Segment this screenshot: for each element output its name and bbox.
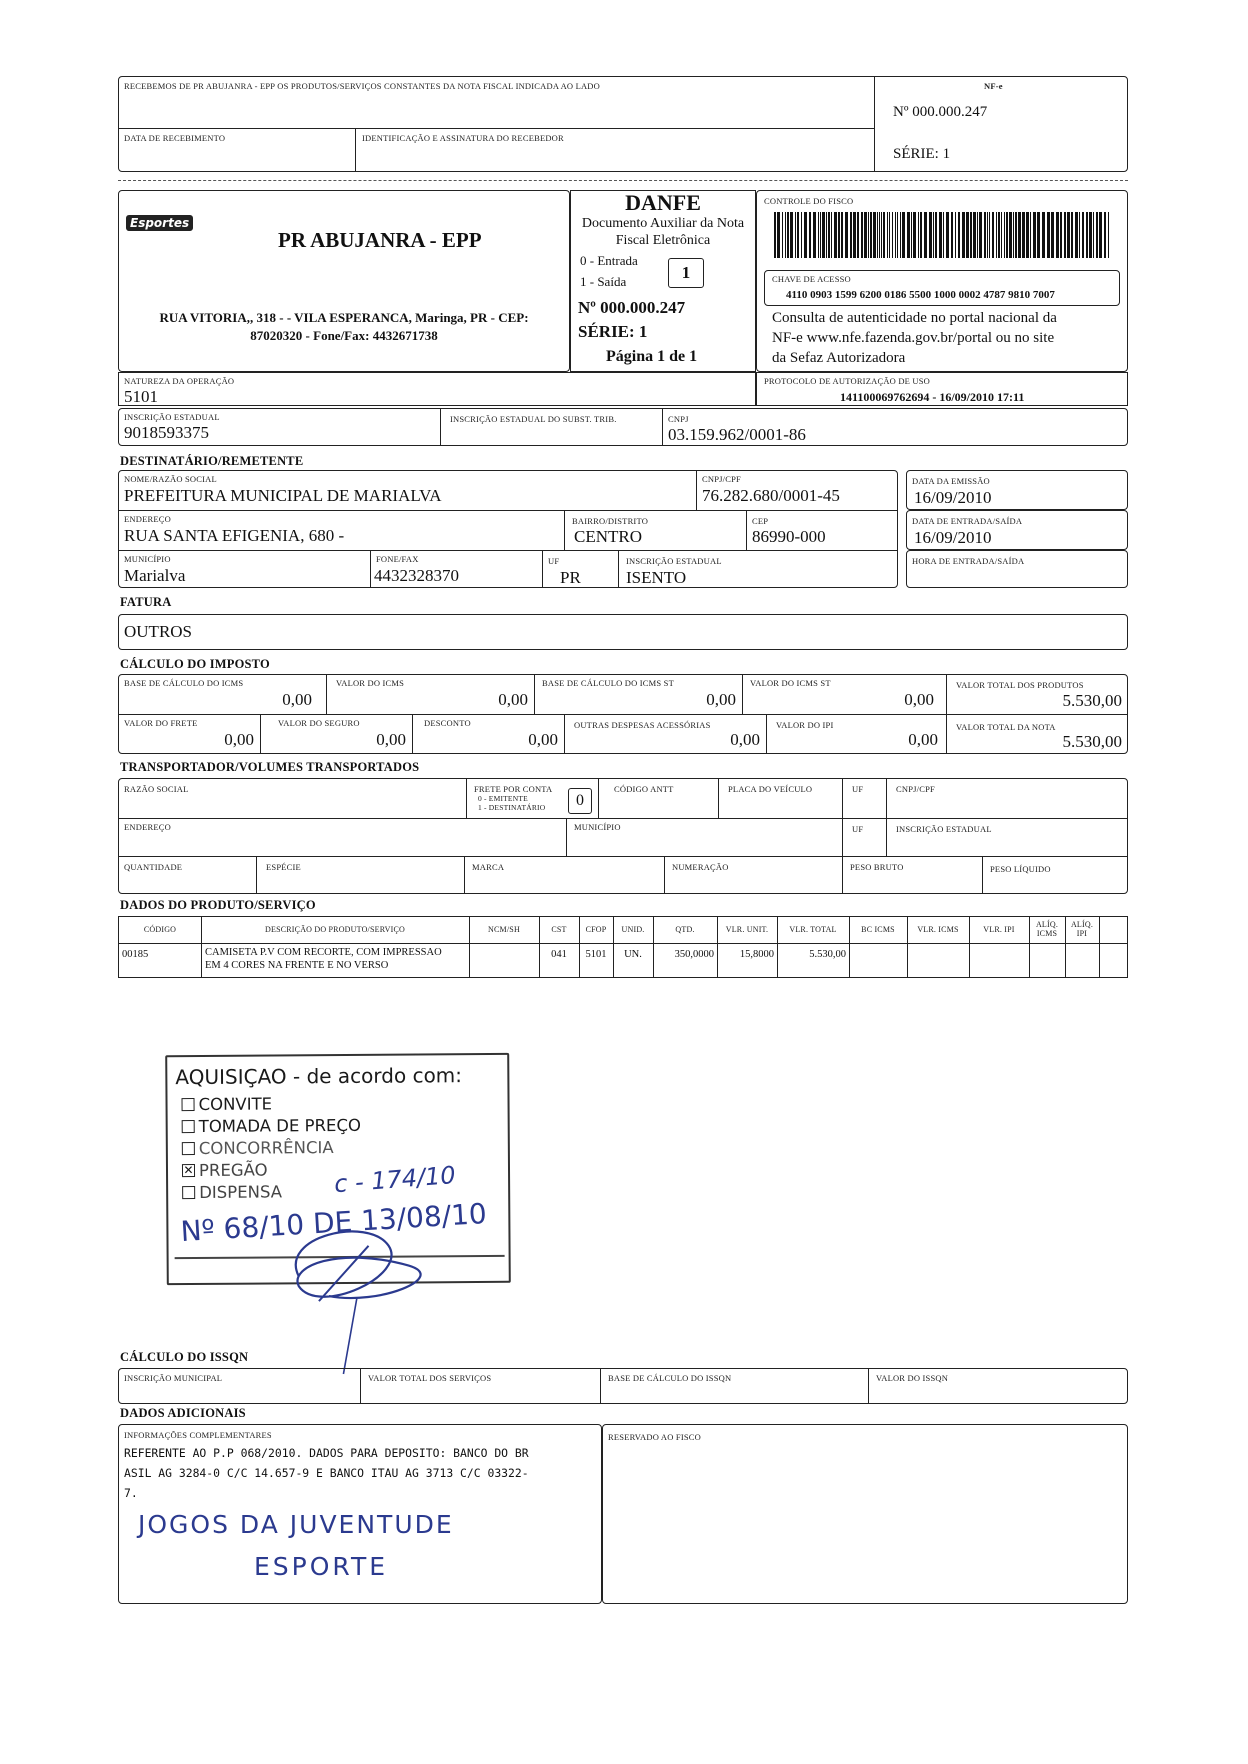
handwritten-note-2: ESPORTE bbox=[254, 1552, 389, 1581]
recipient-cnpj-label: CNPJ/CPF bbox=[702, 474, 741, 484]
barcode-bar bbox=[826, 212, 827, 258]
consult-line-3: da Sefaz Autorizadora bbox=[772, 350, 906, 366]
barcode-bar bbox=[962, 212, 965, 258]
issqn-section-title: CÁLCULO DO ISSQN bbox=[120, 1350, 249, 1364]
barcode-bar bbox=[1064, 212, 1066, 258]
barcode-bar bbox=[1082, 212, 1084, 258]
entry-date-label: DATA DE ENTRADA/SAÍDA bbox=[912, 516, 1023, 526]
danfe-subtitle-1: Documento Auxiliar da Nota bbox=[581, 216, 745, 231]
handwritten-note-1: JOGOS DA JUVENTUDE bbox=[138, 1510, 454, 1539]
barcode-bar bbox=[951, 212, 953, 258]
stamp-option-concorrencia-label: CONCORRÊNCIA bbox=[198, 1138, 334, 1158]
product-cell-cfop: 5101 bbox=[585, 949, 607, 960]
barcode-bar bbox=[818, 212, 819, 258]
recipient-section-title: DESTINATÁRIO/REMETENTE bbox=[120, 454, 304, 468]
barcode-bar bbox=[900, 212, 901, 258]
barcode-bar bbox=[879, 212, 880, 258]
freight-label: VALOR DO FRETE bbox=[124, 718, 198, 728]
danfe-title: DANFE bbox=[625, 190, 701, 215]
other-expenses-value: 0,00 bbox=[730, 730, 760, 749]
product-col-header: NCM/SH bbox=[488, 925, 520, 934]
barcode-bar bbox=[1018, 212, 1021, 258]
invoice-section-title: FATURA bbox=[120, 595, 172, 609]
barcode-bar bbox=[777, 212, 780, 258]
product-col-header: VLR. UNIT. bbox=[725, 925, 769, 934]
recipient-name-label: NOME/RAZÃO SOCIAL bbox=[124, 474, 217, 484]
recipient-city-label: MUNICÍPIO bbox=[124, 554, 171, 564]
product-cell-total: 5.530,00 bbox=[809, 949, 846, 960]
carrier-uf-label: UF bbox=[852, 824, 864, 834]
barcode-bar bbox=[1108, 212, 1109, 258]
species-label: ESPÉCIE bbox=[266, 862, 301, 872]
barcode-bar bbox=[861, 212, 863, 258]
barcode-bar bbox=[987, 212, 988, 258]
barcode-bar bbox=[857, 212, 859, 258]
stamp-option-dispensa bbox=[182, 1182, 282, 1202]
stamp-number-line: Nº 68/10 DE 13/08/10 bbox=[179, 1196, 488, 1249]
signature-scribble bbox=[258, 1205, 499, 1377]
total-products-label: VALOR TOTAL DOS PRODUTOS bbox=[956, 680, 1084, 690]
barcode-bar bbox=[989, 212, 990, 258]
product-col-header: CÓDIGO bbox=[143, 925, 177, 934]
barcode-bar bbox=[804, 212, 807, 258]
bc-icms-label: BASE DE CÁLCULO DO ICMS bbox=[124, 678, 244, 688]
recipient-cep-label: CEP bbox=[752, 516, 769, 526]
stamp-option-tomada bbox=[182, 1116, 361, 1136]
checkbox-empty-icon bbox=[182, 1098, 195, 1111]
barcode-bar bbox=[1051, 212, 1054, 258]
stamp-option-tomada-label: TOMADA DE PREÇO bbox=[198, 1115, 362, 1136]
product-description: EM 4 CORES NA FRENTE E NO VERSO bbox=[205, 960, 389, 971]
freight-value: 0,00 bbox=[224, 730, 254, 749]
consult-line-1: Consulta de autenticidade no portal nacional da bbox=[772, 310, 1057, 326]
barcode-bar bbox=[902, 212, 905, 258]
im-label: INSCRIÇÃO MUNICIPAL bbox=[124, 1373, 223, 1383]
icms-label: VALOR DO ICMS bbox=[336, 678, 405, 688]
barcode-bar bbox=[1086, 212, 1088, 258]
barcode-bar bbox=[864, 212, 867, 258]
barcode-bar bbox=[897, 212, 898, 258]
barcode-bar bbox=[939, 212, 942, 258]
recipient-ie-label: INSCRIÇÃO ESTADUAL bbox=[626, 556, 722, 566]
stamp-handwritten-code: c - 174/10 bbox=[333, 1160, 457, 1199]
invoice-value: OUTROS bbox=[124, 622, 193, 641]
info-line-1: REFERENTE AO P.P 068/2010. DADOS PARA DEPOSITO: BANCO DO BR bbox=[124, 1446, 529, 1460]
insurance-value: 0,00 bbox=[376, 730, 406, 749]
barcode-bar bbox=[887, 212, 888, 258]
stamp-title: AQUISIÇAO - de acordo com: bbox=[175, 1063, 463, 1090]
barcode-bar bbox=[841, 212, 843, 258]
barcode-bar bbox=[911, 212, 912, 258]
reserved-fisco-box bbox=[602, 1424, 1128, 1604]
ie-st-label: INSCRIÇÃO ESTADUAL DO SUBST. TRIB. bbox=[450, 414, 617, 424]
product-table bbox=[118, 916, 1128, 978]
recipient-phone-label: FONE/FAX bbox=[376, 554, 419, 564]
barcode-bar bbox=[970, 212, 972, 258]
info-label: INFORMAÇÕES COMPLEMENTARES bbox=[124, 1430, 272, 1440]
product-col-header: BC ICMS bbox=[861, 925, 895, 934]
barcode-bar bbox=[998, 212, 1000, 258]
insurance-label: VALOR DO SEGURO bbox=[278, 718, 360, 728]
barcode-bar bbox=[918, 212, 919, 258]
transport-uf-label: UF bbox=[852, 784, 864, 794]
barcode-bar bbox=[935, 212, 937, 258]
danfe-series: SÉRIE: 1 bbox=[578, 322, 648, 341]
carrier-address-label: ENDEREÇO bbox=[124, 822, 171, 832]
barcode-bar bbox=[913, 212, 916, 258]
receipt-nfe-label: NF-e bbox=[984, 81, 1003, 91]
barcode-bar bbox=[996, 212, 997, 258]
recipient-address: RUA SANTA EFIGENIA, 680 - bbox=[124, 526, 345, 545]
total-note-label: VALOR TOTAL DA NOTA bbox=[956, 722, 1056, 732]
barcode-bar bbox=[831, 212, 832, 258]
danfe-type-box: 1 bbox=[668, 258, 704, 288]
emission-date: 16/09/2010 bbox=[914, 488, 992, 507]
protocol-value: 141100069762694 - 16/09/2010 17:11 bbox=[840, 390, 1025, 404]
receipt-text: RECEBEMOS DE PR ABUJANRA - EPP OS PRODUTOS/SERVIÇOS CONSTANTES DA NOTA FISCAL INDICADA AO LADO bbox=[124, 81, 600, 91]
ipi-value: 0,00 bbox=[908, 730, 938, 749]
issuer-address-1: RUA VITORIA,, 318 - - VILA ESPERANCA, Maringa, PR - CEP: bbox=[159, 310, 529, 325]
reserved-fisco-label: RESERVADO AO FISCO bbox=[608, 1432, 701, 1442]
barcode-bar bbox=[1047, 212, 1050, 258]
issuer-name: PR ABUJANRA - EPP bbox=[278, 228, 482, 252]
product-cell-qty: 350,0000 bbox=[674, 949, 714, 960]
barcode-bar bbox=[1030, 212, 1031, 258]
barcode-bar bbox=[1056, 212, 1059, 258]
checkbox-checked-icon: ✕ bbox=[183, 1163, 194, 1178]
issuer-cnpj-label: CNPJ bbox=[668, 414, 689, 424]
discount-label: DESCONTO bbox=[424, 718, 471, 728]
carrier-city-label: MUNICÍPIO bbox=[574, 822, 621, 832]
product-col-header: CFOP bbox=[585, 925, 607, 934]
stamp-option-dispensa-label: DISPENSA bbox=[199, 1182, 283, 1202]
barcode-bar bbox=[955, 212, 956, 258]
product-cell-unit-price: 15,8000 bbox=[739, 949, 774, 960]
total-services-label: VALOR TOTAL DOS SERVIÇOS bbox=[368, 1373, 492, 1383]
stamp-option-pregao-label: PREGÃO bbox=[198, 1160, 268, 1180]
total-products-value: 5.530,00 bbox=[1062, 691, 1122, 710]
barcode-bar bbox=[924, 212, 927, 258]
issqn-value-label: VALOR DO ISSQN bbox=[876, 1373, 949, 1383]
procurement-stamp bbox=[165, 1053, 511, 1285]
product-col-header: QTD. bbox=[675, 925, 695, 934]
recipient-uf: PR bbox=[560, 568, 581, 587]
barcode-bar bbox=[1037, 212, 1040, 258]
issuer-cnpj-value: 03.159.962/0001-86 bbox=[668, 425, 806, 444]
additional-section-title: DADOS ADICIONAIS bbox=[120, 1406, 246, 1420]
ie-value: 9018593375 bbox=[124, 423, 209, 442]
consult-line-2: NF-e www.nfe.fazenda.gov.br/portal ou no site bbox=[772, 330, 1055, 346]
barcode-bar bbox=[795, 212, 796, 258]
barcode-bar bbox=[1089, 212, 1092, 258]
access-key-value: 4110 0903 1599 6200 0186 5500 1000 0002 4787 9810 7007 bbox=[786, 289, 1055, 301]
ie-box bbox=[118, 408, 1128, 446]
barcode-bar bbox=[1079, 212, 1080, 258]
barcode-bar bbox=[892, 212, 893, 258]
barcode-bar bbox=[797, 212, 799, 258]
other-expenses-label: OUTRAS DESPESAS ACESSÓRIAS bbox=[574, 720, 711, 730]
product-description: CAMISETA P.V COM RECORTE, COM IMPRESSAO bbox=[205, 947, 442, 958]
barcode-bar bbox=[1099, 212, 1102, 258]
barcode-bar bbox=[809, 212, 811, 258]
stamp-option-convite-label: CONVITE bbox=[198, 1094, 273, 1114]
recipient-ie: ISENTO bbox=[626, 568, 687, 587]
recipient-phone: 4432328370 bbox=[374, 566, 459, 585]
barcode-bar bbox=[1006, 212, 1008, 258]
entry-date: 16/09/2010 bbox=[914, 528, 992, 547]
barcode-bar bbox=[813, 212, 816, 258]
barcode-bar bbox=[782, 212, 783, 258]
barcode-bar bbox=[1096, 212, 1098, 258]
barcode-bar bbox=[958, 212, 960, 258]
product-col-header: VLR. ICMS bbox=[917, 925, 959, 934]
product-col-header: ALÍQ. IPI bbox=[1070, 920, 1094, 938]
barcode-bar bbox=[1022, 212, 1025, 258]
barcode-bar bbox=[883, 212, 885, 258]
barcode-bar bbox=[1009, 212, 1012, 258]
tax-section-title: CÁLCULO DO IMPOSTO bbox=[120, 657, 270, 671]
barcode-bar bbox=[1033, 212, 1036, 258]
barcode-bar bbox=[774, 212, 776, 258]
protocol-label: PROTOCOLO DE AUTORIZAÇÃO DE USO bbox=[764, 376, 930, 386]
recipient-district-label: BAIRRO/DISTRITO bbox=[572, 516, 649, 526]
net-weight-label: PESO LÍQUIDO bbox=[990, 864, 1051, 874]
quantity-label: QUANTIDADE bbox=[124, 862, 183, 872]
barcode-bar bbox=[977, 212, 978, 258]
access-key-barcode bbox=[774, 212, 1110, 258]
recipient-district: CENTRO bbox=[574, 527, 642, 546]
barcode-bar bbox=[877, 212, 878, 258]
danfe-subtitle-2: Fiscal Eletrônica bbox=[615, 233, 711, 248]
stamp-option-pregao bbox=[182, 1160, 268, 1180]
icms-st-value: 0,00 bbox=[904, 690, 934, 709]
barcode-bar bbox=[984, 212, 986, 258]
icms-value: 0,00 bbox=[498, 690, 528, 709]
freight-by-opt0: 0 - EMITENTE bbox=[478, 794, 528, 803]
issuer-address-2: 87020320 - Fone/Fax: 4432671738 bbox=[250, 328, 438, 343]
bc-icms-st-label: BASE DE CÁLCULO DO ICMS ST bbox=[542, 678, 675, 688]
antt-label: CÓDIGO ANTT bbox=[614, 784, 674, 794]
recipient-uf-label: UF bbox=[548, 556, 560, 566]
product-col-header: UNID. bbox=[621, 925, 645, 934]
barcode-bar bbox=[1071, 212, 1073, 258]
fisco-control-label: CONTROLE DO FISCO bbox=[764, 196, 854, 206]
barcode-bar bbox=[868, 212, 869, 258]
ie-label: INSCRIÇÃO ESTADUAL bbox=[124, 412, 220, 422]
brand-label: MARCA bbox=[472, 862, 505, 872]
gross-weight-label: PESO BRUTO bbox=[850, 862, 904, 872]
icms-st-label: VALOR DO ICMS ST bbox=[750, 678, 831, 688]
nature-label: NATUREZA DA OPERAÇÃO bbox=[124, 376, 235, 386]
danfe-number: Nº 000.000.247 bbox=[578, 298, 686, 317]
carrier-cnpj-label: CNPJ/CPF bbox=[896, 784, 935, 794]
receipt-signature-label: IDENTIFICAÇÃO E ASSINATURA DO RECEBEDOR bbox=[362, 133, 564, 143]
barcode-bar bbox=[895, 212, 896, 258]
checkbox-empty-icon bbox=[182, 1186, 195, 1199]
emission-date-label: DATA DA EMISSÃO bbox=[912, 476, 990, 486]
access-key-label: CHAVE DE ACESSO bbox=[772, 274, 851, 284]
bc-icms-st-value: 0,00 bbox=[706, 690, 736, 709]
freight-by-label: FRETE POR CONTA bbox=[474, 784, 553, 794]
barcode-bar bbox=[820, 212, 821, 258]
recipient-city: Marialva bbox=[124, 566, 186, 585]
danfe-saida: 1 - Saída bbox=[580, 274, 627, 289]
cut-line bbox=[118, 180, 1128, 181]
barcode-bar bbox=[1042, 212, 1045, 258]
barcode-bar bbox=[1075, 212, 1078, 258]
recipient-name: PREFEITURA MUNICIPAL DE MARIALVA bbox=[124, 486, 442, 505]
receipt-number: Nº 000.000.247 bbox=[893, 104, 988, 120]
carrier-ie-label: INSCRIÇÃO ESTADUAL bbox=[896, 824, 992, 834]
transport-box bbox=[118, 778, 1128, 894]
barcode-bar bbox=[873, 212, 876, 258]
barcode-bar bbox=[920, 212, 922, 258]
freight-by-opt1: 1 - DESTINATÁRIO bbox=[478, 803, 546, 812]
barcode-bar bbox=[787, 212, 789, 258]
barcode-bar bbox=[1060, 212, 1062, 258]
product-col-header: ALÍQ. ICMS bbox=[1035, 920, 1059, 938]
barcode-bar bbox=[1013, 212, 1014, 258]
barcode-bar bbox=[834, 212, 837, 258]
barcode-bar bbox=[785, 212, 786, 258]
barcode-bar bbox=[1004, 212, 1005, 258]
receipt-date-label: DATA DE RECEBIMENTO bbox=[124, 133, 226, 143]
barcode-bar bbox=[853, 212, 856, 258]
barcode-bar bbox=[966, 212, 969, 258]
numbering-label: NUMERAÇÃO bbox=[672, 862, 729, 872]
product-cell-unit: UN. bbox=[624, 949, 642, 960]
total-note-value: 5.530,00 bbox=[1062, 732, 1122, 751]
checkbox-empty-icon bbox=[182, 1142, 195, 1155]
recipient-cnpj: 76.282.680/0001-45 bbox=[702, 486, 840, 505]
freight-by-value: 0 bbox=[568, 788, 592, 814]
product-cell-cst: 041 bbox=[551, 949, 567, 960]
info-line-3: 7. bbox=[124, 1486, 138, 1500]
carrier-name-label: RAZÃO SOCIAL bbox=[124, 784, 189, 794]
barcode-bar bbox=[907, 212, 910, 258]
barcode-bar bbox=[845, 212, 848, 258]
bc-icms-value: 0,00 bbox=[282, 690, 312, 709]
danfe-page: Página 1 de 1 bbox=[606, 348, 698, 365]
stamp-option-convite bbox=[181, 1094, 272, 1114]
transport-section-title: TRANSPORTADOR/VOLUMES TRANSPORTADOS bbox=[120, 760, 420, 774]
recipient-address-label: ENDEREÇO bbox=[124, 514, 171, 524]
barcode-bar bbox=[889, 212, 890, 258]
checkbox-empty-icon bbox=[182, 1120, 195, 1133]
barcode-bar bbox=[1026, 212, 1029, 258]
barcode-bar bbox=[946, 212, 949, 258]
product-col-header: DESCRIÇÃO DO PRODUTO/SERVIÇO bbox=[265, 925, 405, 934]
barcode-bar bbox=[1015, 212, 1017, 258]
entry-time-label: HORA DE ENTRADA/SAÍDA bbox=[912, 556, 1025, 566]
barcode-bar bbox=[828, 212, 830, 258]
barcode-bar bbox=[973, 212, 976, 258]
discount-value: 0,00 bbox=[528, 730, 558, 749]
barcode-bar bbox=[979, 212, 982, 258]
issqn-bc-label: BASE DE CÁLCULO DO ISSQN bbox=[608, 1373, 732, 1383]
products-section-title: DADOS DO PRODUTO/SERVIÇO bbox=[120, 898, 316, 912]
info-line-2: ASIL AG 3284-0 C/C 14.657-9 E BANCO ITAU AG 3713 C/C 03322- bbox=[124, 1466, 529, 1480]
recipient-cep: 86990-000 bbox=[752, 527, 826, 546]
nature-value: 5101 bbox=[124, 387, 158, 406]
plate-label: PLACA DO VEÍCULO bbox=[728, 784, 813, 794]
ipi-label: VALOR DO IPI bbox=[776, 720, 834, 730]
logo-text: Esportes bbox=[126, 215, 193, 231]
barcode-bar bbox=[992, 212, 994, 258]
barcode-bar bbox=[801, 212, 802, 258]
danfe-entrada: 0 - Entrada bbox=[580, 253, 638, 268]
product-col-header: VLR. TOTAL bbox=[789, 925, 837, 934]
stamp-option-concorrencia bbox=[182, 1138, 334, 1158]
invoice-box bbox=[118, 614, 1128, 650]
barcode-bar bbox=[1104, 212, 1106, 258]
company-logo bbox=[126, 214, 206, 234]
barcode-bar bbox=[850, 212, 852, 258]
barcode-bar bbox=[870, 212, 872, 258]
barcode-bar bbox=[822, 212, 825, 258]
barcode-bar bbox=[943, 212, 944, 258]
product-col-header: VLR. IPI bbox=[983, 925, 1015, 934]
barcode-bar bbox=[790, 212, 793, 258]
barcode-bar bbox=[838, 212, 840, 258]
barcode-bar bbox=[1067, 212, 1070, 258]
receipt-series: SÉRIE: 1 bbox=[893, 146, 951, 162]
barcode-bar bbox=[881, 212, 882, 258]
barcode-bar bbox=[929, 212, 932, 258]
barcode-bar bbox=[933, 212, 934, 258]
barcode-bar bbox=[1001, 212, 1002, 258]
product-col-header: CST bbox=[551, 925, 567, 934]
product-cell-code: 00185 bbox=[122, 949, 149, 960]
barcode-bar bbox=[1093, 212, 1094, 258]
